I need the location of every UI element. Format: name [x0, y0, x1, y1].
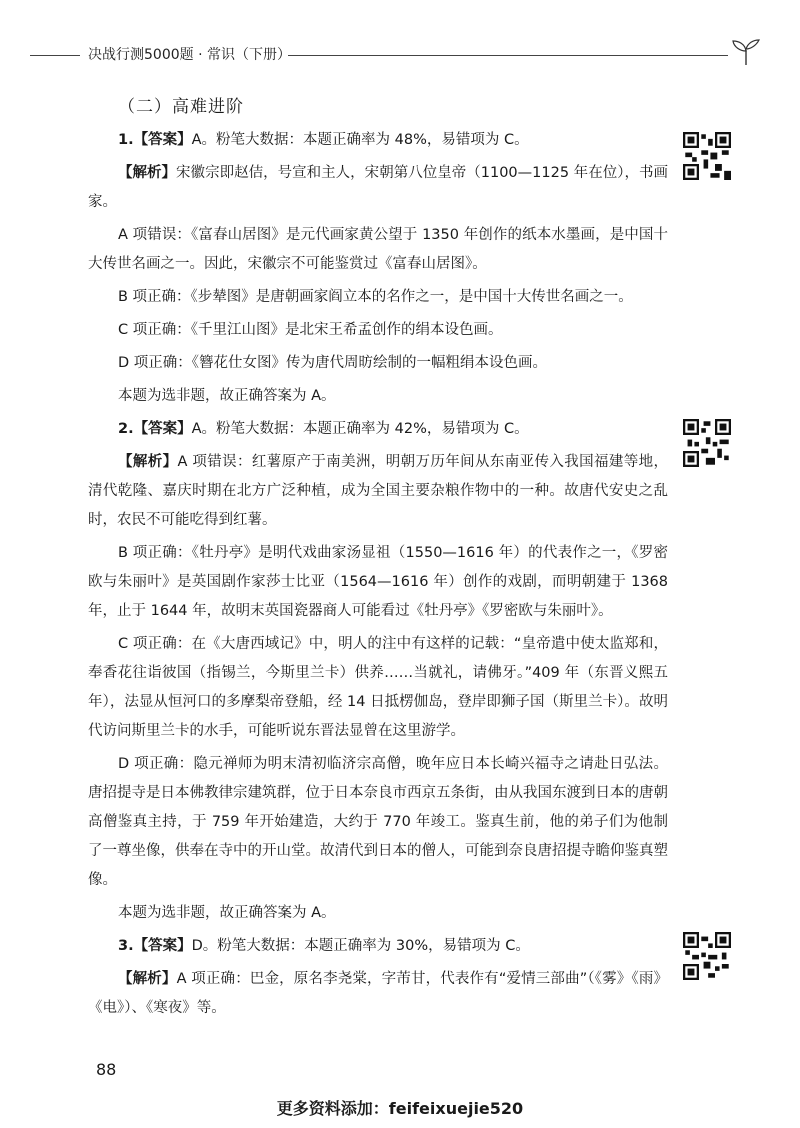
q1-analysis: 【解析】宋徽宗即赵佶，号宣和主人，宋朝第八位皇帝（1100—1125 年在位），书画家。: [88, 165, 668, 210]
q1-option-b: B 项正确：《步辇图》是唐朝画家阎立本的名作之一，是中国十大传世名画之一。: [118, 289, 633, 305]
section-title: （二）高难进阶: [118, 97, 244, 117]
running-title: 决战行测5000题 · 常识（下册）: [88, 47, 291, 63]
page-number: 88: [96, 1060, 117, 1079]
qr-code-icon[interactable]: [683, 932, 731, 980]
q2-analysis: 【解析】A 项错误：红薯原产于南美洲，明朝万历年间从东南亚传入我国福建等地，清代乾隆、嘉庆时期在北方广泛种植，成为全国主要杂粮作物中的一种。故唐代安史之乱时，农民不可能吃得到红薯。: [88, 454, 668, 528]
q1-option-a: A 项错误：《富春山居图》是元代画家黄公望于 1350 年创作的纸本水墨画，是中国十大传世名画之一。因此，宋徽宗不可能鉴赏过《富春山居图》。: [88, 227, 668, 272]
qr-code-icon[interactable]: [683, 419, 731, 467]
page-header: [30, 38, 770, 68]
q2-option-c: C 项正确：在《大唐西域记》中，明人的注中有这样的记载：“皇帝遣中使太监郑和，奉香花往诣彼国（指锡兰，今斯里兰卡）供养……当就礼，请佛牙。”409 年（东晋义熙五年），法显从恒河口的多摩梨帝登船，经 14 日抵楞伽岛，登岸即狮子国（斯里兰卡）。故明代访问斯里兰卡的水手，可能听说东晋法显曾在这里游学。: [88, 636, 668, 739]
q2-answer: 2.【答案】A。粉笔大数据：本题正确率为 42%，易错项为 C。: [118, 421, 529, 437]
header-rule-right: [288, 55, 728, 56]
qr-code-icon[interactable]: [683, 132, 731, 180]
q2-conclusion: 本题为选非题，故正确答案为 A。: [118, 905, 336, 921]
answer-content: [88, 126, 668, 1027]
sprout-icon: [730, 38, 762, 66]
q3-analysis: 【解析】A 项正确：巴金，原名李尧棠，字芾甘，代表作有“爱情三部曲”（《雾》《雨》《电》）、《寒夜》等。: [88, 971, 668, 1016]
q1-answer: 1.【答案】A。粉笔大数据：本题正确率为 48%，易错项为 C。: [118, 132, 529, 148]
footer-note: 更多资料添加：feifeixuejie520: [276, 1099, 524, 1118]
header-rule-left: [30, 55, 80, 56]
q1-option-c: C 项正确：《千里江山图》是北宋王希孟创作的绢本设色画。: [118, 322, 503, 338]
q1-option-d: D 项正确：《簪花仕女图》传为唐代周昉绘制的一幅粗绢本设色画。: [118, 355, 548, 371]
q3-answer: 3.【答案】D。粉笔大数据：本题正确率为 30%，易错项为 C。: [118, 938, 530, 954]
q2-option-b: B 项正确：《牡丹亭》是明代戏曲家汤显祖（1550—1616 年）的代表作之一，《罗密欧与朱丽叶》是英国剧作家莎士比亚（1564—1616 年）创作的戏剧，而明朝建于 1368 年，止于 1644 年，故明末英国瓷器商人可能看过《牡丹亭》《罗密欧与朱丽叶》。: [88, 545, 668, 619]
q1-conclusion: 本题为选非题，故正确答案为 A。: [118, 388, 336, 404]
q2-option-d: D 项正确：隐元禅师为明末清初临济宗高僧，晚年应日本长崎兴福寺之请赴日弘法。唐招提寺是日本佛教律宗建筑群，位于日本奈良市西京五条街，由从我国东渡到日本的唐朝高僧鉴真主持，于 759 年开始建造，大约于 770 年竣工。鉴真生前，他的弟子们为他制了一尊坐像，供奉在寺中的开山堂。故清代到日本的僧人，可能到奈良唐招提寺瞻仰鉴真塑像。: [88, 756, 668, 888]
